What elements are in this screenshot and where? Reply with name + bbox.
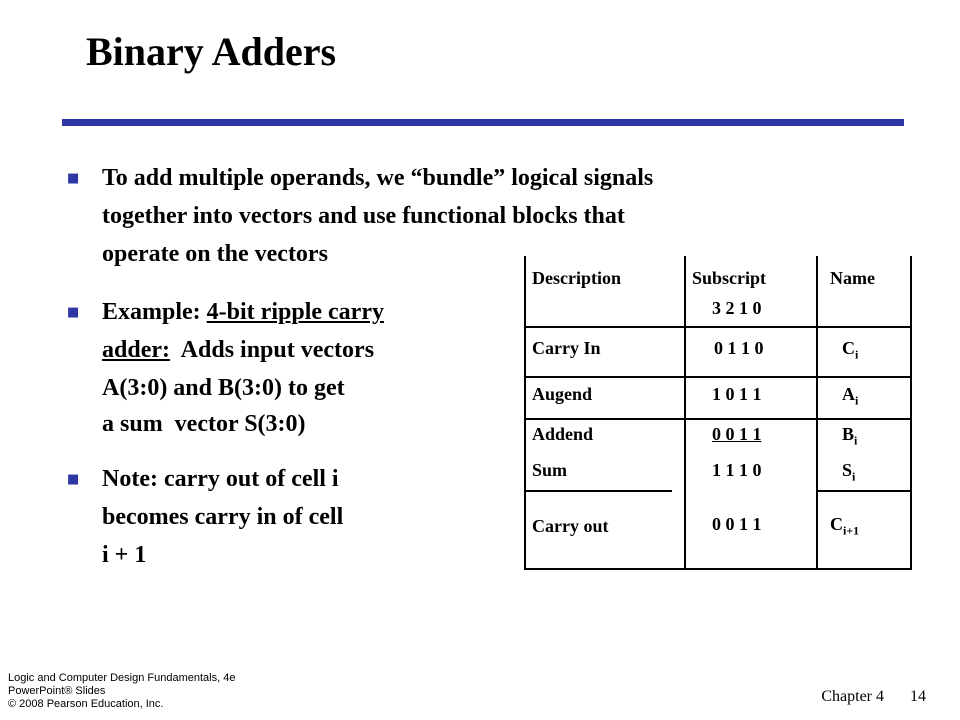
bullet-2-line-1	[102, 298, 384, 326]
bullet-1-line-3: operate on the vectors	[102, 241, 328, 267]
bullet-square-icon: ■	[67, 472, 80, 487]
table-border-bottom	[524, 568, 912, 570]
page-number: 14	[910, 688, 926, 705]
adder-underlined: adder:	[102, 337, 170, 363]
bullet-square-icon: ■	[67, 305, 80, 320]
row-augend-name: $A_i$	[842, 384, 859, 408]
row-separator	[524, 376, 912, 378]
row-carry-in-description: Carry In	[532, 338, 601, 358]
bullet-2-line-3: A(3:0) and B(3:0) to get	[102, 375, 345, 401]
table-border-left	[524, 256, 526, 570]
table-divider-2	[816, 256, 818, 570]
row-addend-description: Addend	[532, 424, 594, 444]
row-sum-bits: 1 1 1 0	[712, 460, 762, 480]
row-separator	[524, 326, 912, 328]
row-carry-out-bits: 0 0 1 1	[712, 514, 762, 534]
row-augend-bits: 1 0 1 1	[712, 384, 762, 404]
header-description: Description	[532, 268, 621, 288]
row-separator	[524, 490, 672, 492]
bullet-square-icon: ■	[67, 171, 80, 186]
row-sum-name: $S_i$	[842, 460, 856, 484]
table-border-right	[910, 256, 912, 570]
bullet-2-line-4: a sum vector S(3:0)	[102, 411, 306, 437]
bullet-1-line-2: together into vectors and use functional blocks that	[102, 203, 625, 229]
table-divider-1	[684, 256, 686, 570]
bullet-1-line-1: To add multiple operands, we “bundle” logical signals	[102, 165, 654, 191]
row-carry-out-name: $C_{i+1}$	[830, 514, 860, 538]
row-carry-out-description: Carry out	[532, 516, 609, 536]
bullet-2-line-2	[102, 336, 374, 364]
header-subscript: Subscript	[692, 268, 767, 288]
row-addend-name: $B_i$	[842, 424, 858, 448]
footer-book-title: Logic and Computer Design Fundamentals, 4e	[8, 672, 236, 684]
row-separator	[816, 490, 912, 492]
chapter-label: Chapter 4	[821, 688, 884, 705]
row-carry-in-bits: 0 1 1 0	[714, 338, 764, 358]
ripple-carry-underlined: 4-bit ripple carry	[206, 299, 384, 325]
header-name: Name	[830, 268, 875, 288]
title-divider	[62, 119, 904, 126]
bullet-2-text: Adds input vectors	[170, 337, 375, 363]
footer-copyright: © 2008 Pearson Education, Inc.	[8, 698, 164, 710]
row-separator	[524, 418, 912, 420]
footer-page-info	[821, 688, 926, 706]
footer-slides-label: PowerPoint® Slides	[8, 685, 106, 697]
bullet-3-line-1: Note: carry out of cell i	[102, 466, 339, 492]
bullet-3-line-2: becomes carry in of cell	[102, 504, 344, 530]
row-sum-description: Sum	[532, 460, 568, 480]
row-augend-description: Augend	[532, 384, 593, 404]
row-carry-in-name: $C_i$	[842, 338, 859, 362]
publisher-logo	[8, 672, 235, 711]
bullet-3-line-3: i + 1	[102, 542, 147, 568]
row-addend-bits: 0 0 1 1	[712, 424, 762, 444]
slide-title: Binary Adders	[86, 29, 337, 74]
header-subscript-bits: 3 2 1 0	[712, 298, 762, 318]
bullet-2-text: Example:	[102, 299, 207, 325]
